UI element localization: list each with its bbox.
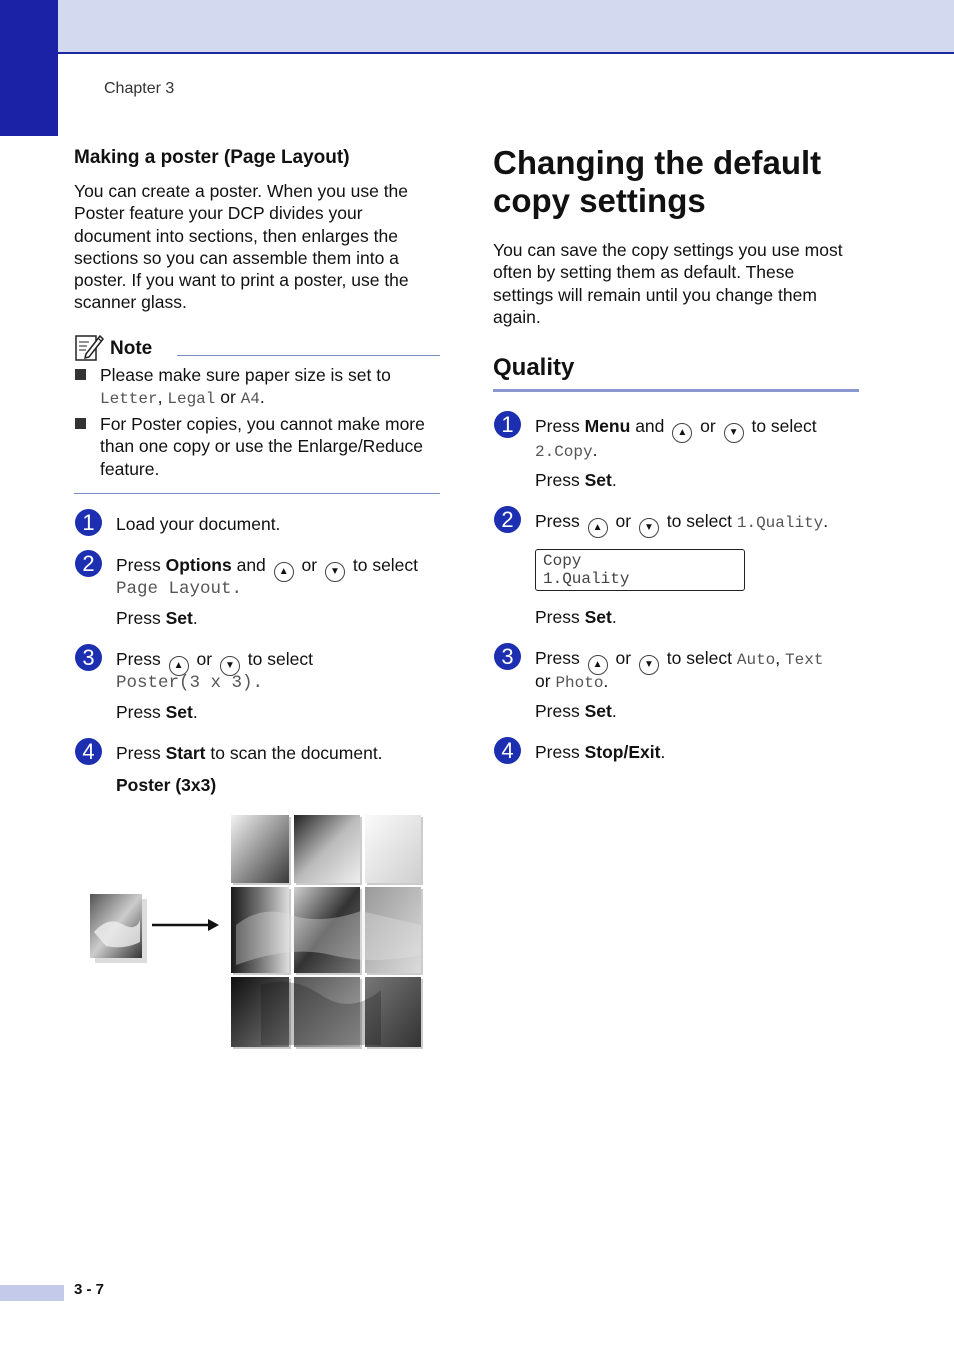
menu-option: Text xyxy=(785,651,824,669)
page-title xyxy=(493,144,821,220)
word: or xyxy=(700,416,716,436)
step-number-1: 1 xyxy=(494,411,521,438)
text-line: You can create a poster. When you use the xyxy=(74,181,409,201)
header-band xyxy=(58,0,954,54)
up-arrow-key-icon: ▲ xyxy=(588,518,608,538)
page-number: 3 - 7 xyxy=(74,1281,105,1298)
punctuation: . xyxy=(611,701,617,721)
up-arrow-key-icon: ▲ xyxy=(169,656,189,676)
note-bullet-1 xyxy=(100,364,391,411)
text-line: Please make sure paper size is set to xyxy=(100,365,391,385)
word: or xyxy=(220,387,236,408)
text-line xyxy=(100,386,391,410)
word: to select xyxy=(751,416,817,436)
word: to select xyxy=(247,649,313,669)
down-arrow-key-icon: ▼ xyxy=(724,423,744,443)
key-name: Menu xyxy=(584,416,631,436)
word: or xyxy=(301,555,318,575)
lcd-display xyxy=(535,549,745,591)
punctuation: . xyxy=(592,440,598,460)
text-line: You can save the copy settings you use most xyxy=(493,240,843,260)
step-number-1: 1 xyxy=(75,509,102,536)
punctuation: . xyxy=(611,607,617,627)
key-name: Set xyxy=(584,607,612,627)
quality-step-2-text xyxy=(535,510,828,538)
menu-option: Page Layout. xyxy=(116,579,243,599)
text-line: poster. If you want to print a poster, use the xyxy=(74,270,409,291)
poster-caption: Poster (3x3) xyxy=(116,775,217,795)
key-name: Set xyxy=(584,701,612,721)
chapter-tab xyxy=(0,0,58,136)
bullet-icon xyxy=(75,369,86,380)
word: or xyxy=(615,648,632,668)
note-divider-top xyxy=(177,355,440,356)
down-arrow-key-icon: ▼ xyxy=(325,562,345,582)
quality-step-4-text xyxy=(535,741,665,763)
text-line: again. xyxy=(493,306,541,327)
key-name: Options xyxy=(165,555,232,575)
text-line: than one copy or use the Enlarge/Reduce xyxy=(100,436,423,457)
punctuation: . xyxy=(611,470,617,490)
menu-option: Photo xyxy=(555,674,604,692)
step-number-3: 3 xyxy=(75,644,102,671)
punctuation: . xyxy=(823,511,829,531)
text-line: sections so you can assemble them into a xyxy=(74,247,399,268)
text-line: settings will remain until you change them xyxy=(493,284,817,305)
text-line: scanner glass. xyxy=(74,292,187,313)
text-line: feature. xyxy=(100,458,160,479)
menu-option: Poster(3 x 3). xyxy=(116,673,264,693)
word: Press xyxy=(116,702,161,722)
menu-option: Auto xyxy=(736,651,776,669)
up-arrow-key-icon: ▲ xyxy=(274,562,294,582)
note-label: Note xyxy=(110,338,153,359)
word: to select xyxy=(666,648,732,668)
section-heading-poster: Making a poster (Page Layout) xyxy=(74,147,350,168)
word: Press xyxy=(535,607,580,627)
punctuation: . xyxy=(259,387,265,408)
title-line: copy settings xyxy=(493,182,706,219)
quality-step-2-set xyxy=(535,606,617,628)
word: and xyxy=(635,416,665,436)
step-4-text xyxy=(116,742,383,764)
down-arrow-key-icon: ▼ xyxy=(639,518,659,538)
bullet-icon xyxy=(75,418,86,429)
step-number-4: 4 xyxy=(75,738,102,765)
word: Press xyxy=(535,511,580,531)
step-1-text: Load your document. xyxy=(116,514,281,534)
down-arrow-key-icon: ▼ xyxy=(639,655,659,675)
up-arrow-key-icon: ▲ xyxy=(672,423,692,443)
text-line: often by setting them as default. These xyxy=(493,262,795,283)
note-pencil-icon xyxy=(74,332,104,362)
word: to select xyxy=(666,511,732,531)
lcd-line-2: 1.Quality xyxy=(543,570,630,588)
lcd-line-1: Copy xyxy=(543,552,582,570)
word: to scan the document. xyxy=(210,743,383,763)
word: Press xyxy=(535,701,580,721)
word: Press xyxy=(116,608,161,628)
key-name: Set xyxy=(584,470,612,490)
paper-option: Legal xyxy=(167,390,216,409)
down-arrow-key-icon: ▼ xyxy=(220,656,240,676)
step-number-2: 2 xyxy=(494,506,521,533)
punctuation: , xyxy=(775,648,781,668)
word: Press xyxy=(535,416,580,436)
menu-option: 2.Copy xyxy=(535,443,593,461)
up-arrow-key-icon: ▲ xyxy=(588,655,608,675)
word: Press xyxy=(116,649,161,669)
punctuation: , xyxy=(157,387,163,408)
poster-intro xyxy=(74,180,409,314)
note-divider-bottom xyxy=(74,493,440,494)
copy-settings-intro xyxy=(493,239,843,328)
key-name: Set xyxy=(165,608,193,628)
word: or xyxy=(535,671,551,691)
step-2-set xyxy=(116,607,198,629)
word: and xyxy=(236,555,266,575)
punctuation: . xyxy=(192,608,198,628)
text-line: Poster feature your DCP divides your xyxy=(74,203,363,224)
word: Press xyxy=(535,470,580,490)
footer-band xyxy=(0,1285,64,1301)
paper-option: Letter xyxy=(100,390,158,409)
step-3-set xyxy=(116,701,198,723)
quality-step-3-text-cont xyxy=(535,670,608,694)
word: or xyxy=(615,511,632,531)
word: or xyxy=(196,649,213,669)
word: Press xyxy=(535,742,580,762)
word: Press xyxy=(535,648,580,668)
word: to select xyxy=(352,555,419,575)
word: Press xyxy=(116,743,161,763)
chapter-label: Chapter 3 xyxy=(104,80,175,97)
word: Press xyxy=(116,555,161,575)
quality-step-1-set xyxy=(535,469,617,491)
punctuation: . xyxy=(603,671,609,691)
quality-step-3-set xyxy=(535,700,617,722)
section-underline xyxy=(493,389,859,392)
paper-option: A4 xyxy=(240,390,260,409)
punctuation: . xyxy=(192,702,198,722)
step-number-4: 4 xyxy=(494,737,521,764)
note-bullet-2 xyxy=(100,413,425,480)
step-number-3: 3 xyxy=(494,643,521,670)
step-number-2: 2 xyxy=(75,550,102,577)
key-name: Stop/Exit xyxy=(584,742,661,762)
title-line: Changing the default xyxy=(493,144,822,181)
punctuation: . xyxy=(660,742,666,762)
section-heading-quality: Quality xyxy=(493,354,575,381)
text-line: document into sections, then enlarges the xyxy=(74,225,398,246)
text-line: For Poster copies, you cannot make more xyxy=(100,414,425,434)
key-name: Start xyxy=(165,743,206,763)
menu-option: 1.Quality xyxy=(736,514,824,532)
key-name: Set xyxy=(165,702,193,722)
poster-illustration xyxy=(86,812,431,1057)
menu-option-line xyxy=(535,439,597,463)
